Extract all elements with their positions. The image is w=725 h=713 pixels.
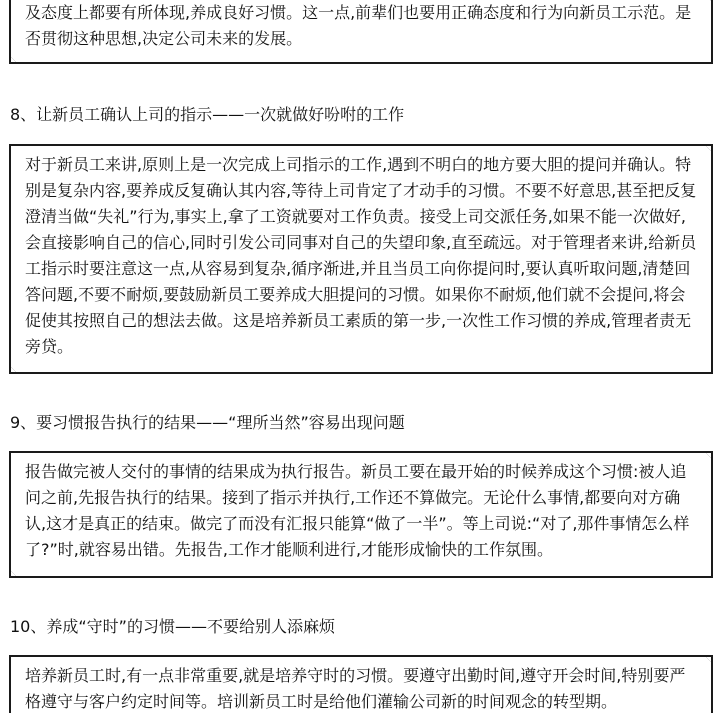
corner-decoration xyxy=(9,365,18,374)
section-8-paragraph: 对于新员工来讲,原则上是一次完成上司指示的工作,遇到不明白的地方要大胆的提问并确认。特别是复杂内容,要养成反复确认其内容,等待上司肯定了才动手的习惯。不要不好意思,甚至把反复澄清当做“失礼”行为,事实上,拿了工资就要对工作负责。接受上司交派任务,如果不能一次做好,会直接影响自己的信心,同时引发公司同事对自己的失望印象,直至疏远。对于管理者来讲,给新员工指示时要注意这一点,从容易到复杂,循序渐进,并且当员工向你提问时,要认真听取问题,清楚回答问题,不要不耐烦,要鼓励新员工要养成大胆提问的习惯。如果你不耐烦,他们就不会提问,将会促使其按照自己的想法去做。这是培养新员工素质的第一步,一次性工作习惯的养成,管理者责无旁贷。 xyxy=(25,155,697,356)
corner-decoration xyxy=(9,569,18,578)
corner-decoration xyxy=(704,144,713,153)
section-heading-8: 8、让新员工确认上司的指示——一次就做好吩咐的工作 xyxy=(10,105,405,124)
intro-paragraph: 及态度上都要有所体现,养成良好习惯。这一点,前辈们也要用正确态度和行为向新员工示范。是否贯彻这种思想,决定公司未来的发展。 xyxy=(25,3,692,48)
corner-decoration xyxy=(704,451,713,460)
corner-decoration xyxy=(704,0,713,3)
section-9-paragraph: 报告做完被人交付的事情的结果成为执行报告。新员工要在最开始的时候养成这个习惯:被人追问之前,先报告执行的结果。接到了指示并执行,工作还不算做完。无论什么事情,都要向对方确认,这才是真正的结束。做完了而没有汇报只能算“做了一半”。等上司说:“对了,那件事情怎么样了?”时,就容易出错。先报告,工作才能顺利进行,才能形成愉快的工作氛围。 xyxy=(25,462,690,559)
text-box-section-10 xyxy=(9,655,713,713)
section-heading-9: 9、要习惯报告执行的结果——“理所当然”容易出现问题 xyxy=(10,413,405,432)
text-box-section-9 xyxy=(9,451,713,578)
section-heading-10: 10、养成“守时”的习惯——不要给别人添麻烦 xyxy=(10,617,335,636)
corner-decoration xyxy=(9,55,18,64)
section-10-paragraph: 培养新员工时,有一点非常重要,就是培养守时的习惯。要遵守出勤时间,遵守开会时间,特别要严格遵守与客户约定时间等。培训新员工时是给他们灌输公司新的时间观念的转型期。 xyxy=(25,666,686,711)
text-box-intro xyxy=(9,0,713,64)
text-box-section-8 xyxy=(9,144,713,374)
corner-decoration xyxy=(704,655,713,664)
